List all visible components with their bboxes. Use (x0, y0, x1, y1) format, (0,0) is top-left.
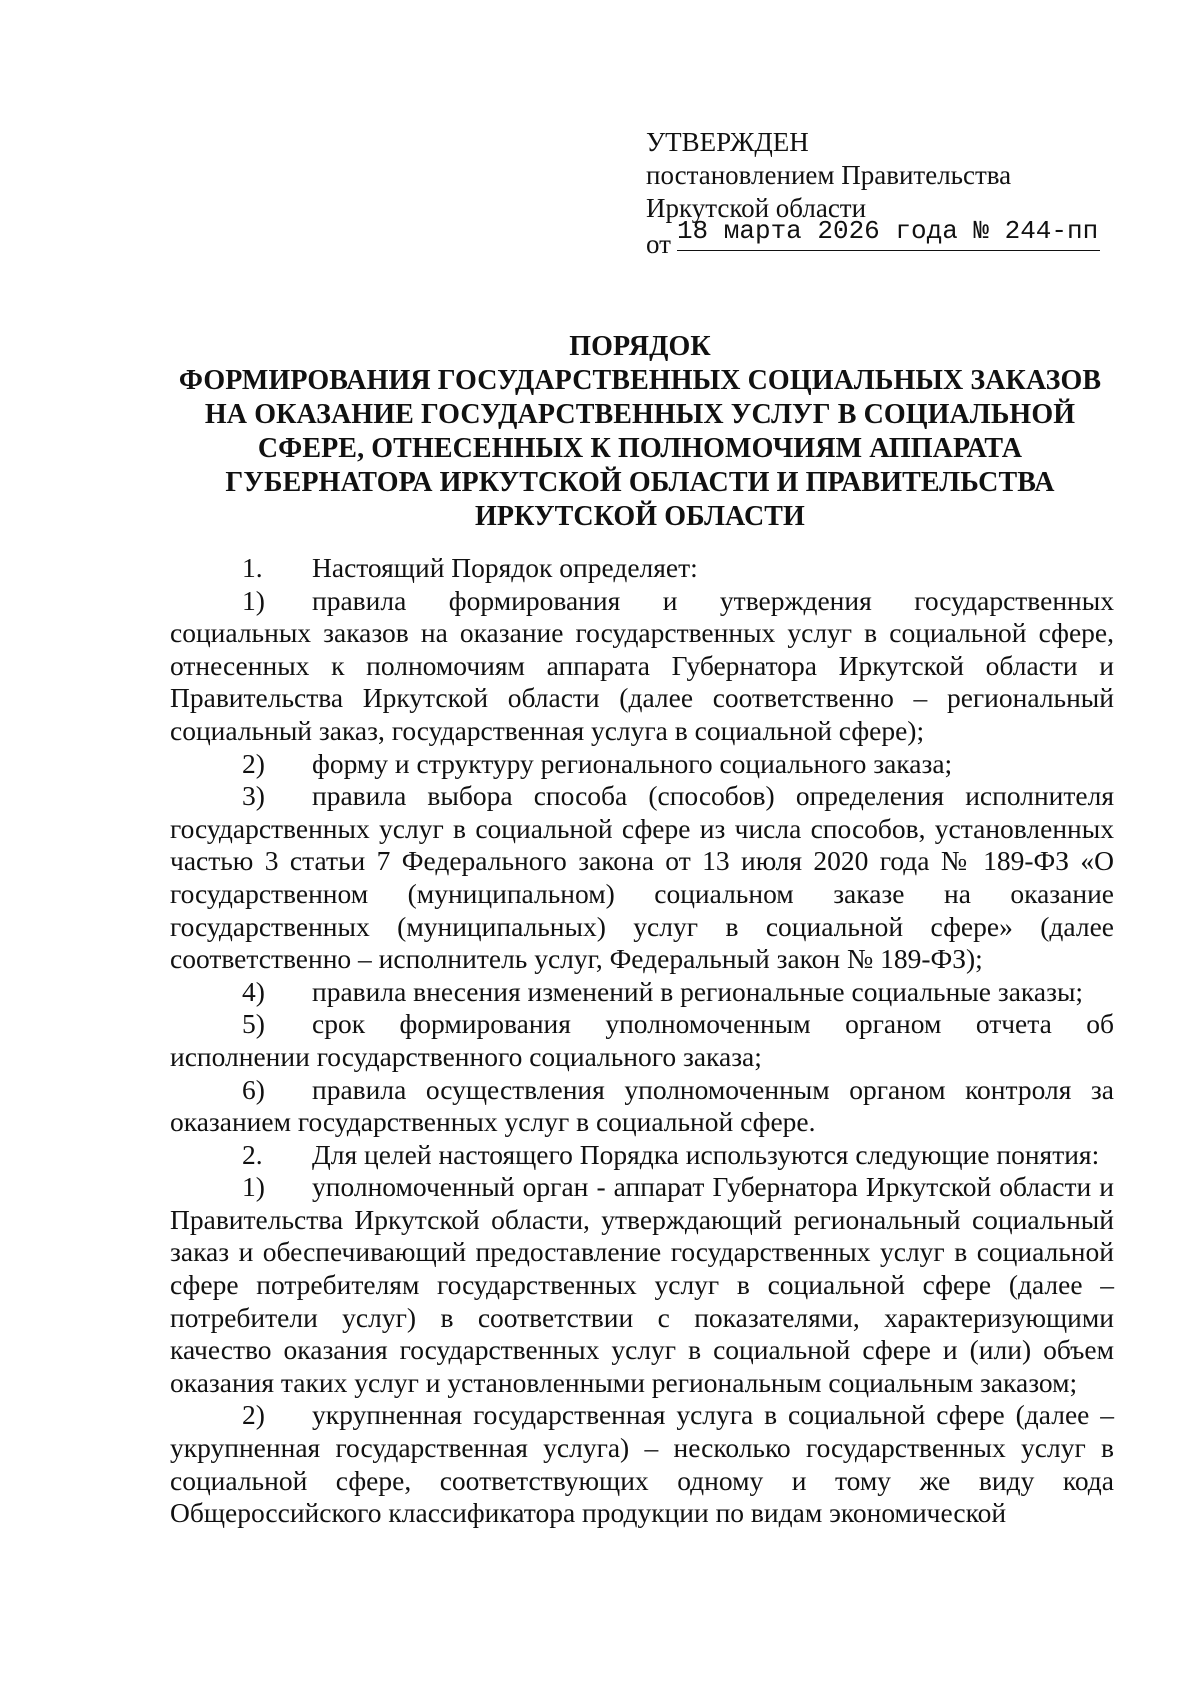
paragraph (170, 1008, 1114, 1073)
paragraph-number: 2. (242, 1138, 263, 1170)
paragraph-text: уполномоченный орган - аппарат Губернатора Иркутской области и Правительства Иркутской области, утверждающий региональный социальный заказ и обеспечивающий предоставление государственных услуг в социальной сфере потребителям государственных услуг в социальной сфере (далее – потребители услуг) в соответствии с показателями, характеризующими качество оказания государственных услуг в социальной сфере и (или) объем оказания таких услуг и установленными региональным социальным заказом; (170, 1171, 1114, 1398)
paragraph-text: укрупненная государственная услуга в социальной сфере (далее – укрупненная государственная услуга) – несколько государственных услуг в социальной сфере, соответствующих одному и тому же виду кода Общероссийского классификатора продукции по видам экономической (170, 1399, 1114, 1529)
document-title (160, 330, 1120, 534)
paragraph (170, 976, 1114, 1009)
paragraph-number: 3) (242, 780, 265, 812)
paragraph-text: правила выбора способа (способов) определения исполнителя государственных услуг в социальной сфере из числа способов, установленных частью 3 статьи 7 Федерального закона от 13 июля 2020 года № 189-ФЗ «О государственном (муниципальном) социальном заказе на оказание государственных (муниципальных) услуг в социальной сфере» (далее соответственно – исполнитель услуг, Федеральный закон № 189-ФЗ); (170, 780, 1114, 975)
paragraph-number: 2) (242, 747, 265, 779)
paragraph (170, 748, 1114, 781)
paragraph-text: Для целей настоящего Порядка используются следующие понятия: (312, 1138, 1100, 1170)
paragraph (170, 552, 1114, 585)
paragraph-text: правила осуществления уполномоченным органом контроля за оказанием государственных услуг в социальной сфере. (170, 1073, 1114, 1138)
paragraph-number: 1. (242, 552, 263, 583)
title-line: ФОРМИРОВАНИЯ ГОСУДАРСТВЕННЫХ СОЦИАЛЬНЫХ ЗАКАЗОВ (178, 365, 1102, 396)
paragraph (170, 1074, 1114, 1139)
paragraph-number: 5) (242, 1008, 265, 1040)
paragraph-number: 6) (242, 1073, 265, 1105)
paragraph-number: 2) (242, 1399, 265, 1431)
paragraph-number: 1) (242, 1171, 265, 1203)
paragraph (170, 1171, 1114, 1399)
title-line: НА ОКАЗАНИЕ ГОСУДАРСТВЕННЫХ УСЛУГ В СОЦИАЛЬНОЙ (204, 399, 1076, 430)
title-line: ГУБЕРНАТОРА ИРКУТСКОЙ ОБЛАСТИ И ПРАВИТЕЛЬСТВА (225, 467, 1055, 498)
paragraph-text: Настоящий Порядок определяет: (312, 552, 698, 583)
paragraph (170, 780, 1114, 976)
title-line: ИРКУТСКОЙ ОБЛАСТИ (475, 501, 805, 532)
paragraph-text: правила формирования и утверждения государственных социальных заказов на оказание государственных услуг в социальной сфере, отнесенных к полномочиям аппарата Губернатора Иркутской области и Правительства Иркутской области (далее соответственно – региональный социальный заказ, государственная услуга в социальной сфере); (170, 584, 1114, 746)
paragraph-text: срок формирования уполномоченным органом отчета об исполнении государственного социального заказа; (170, 1008, 1114, 1072)
paragraph (170, 1139, 1114, 1172)
paragraph-number: 1) (242, 584, 265, 616)
document-body (170, 552, 1114, 1530)
title-line: ПОРЯДОК (569, 331, 711, 362)
approval-region: Иркутской области (646, 193, 867, 223)
paragraph (170, 585, 1114, 748)
paragraph-number: 4) (242, 975, 265, 1007)
approval-issuer: постановлением Правительства (646, 160, 1012, 190)
approval-block (646, 126, 1100, 261)
approval-date-prefix: от (646, 229, 671, 259)
approval-date-row (646, 216, 1100, 261)
title-line: СФЕРЕ, ОТНЕСЕННЫХ К ПОЛНОМОЧИЯМ АППАРАТА (257, 433, 1023, 464)
paragraph-text: правила внесения изменений в региональные социальные заказы; (312, 975, 1084, 1007)
approval-heading: УТВЕРЖДЕН (646, 127, 809, 157)
paragraph-text: форму и структуру регионального социального заказа; (312, 747, 953, 779)
paragraph (170, 1399, 1114, 1529)
approval-date-value: 18 марта 2026 года № 244-пп (677, 215, 1100, 251)
